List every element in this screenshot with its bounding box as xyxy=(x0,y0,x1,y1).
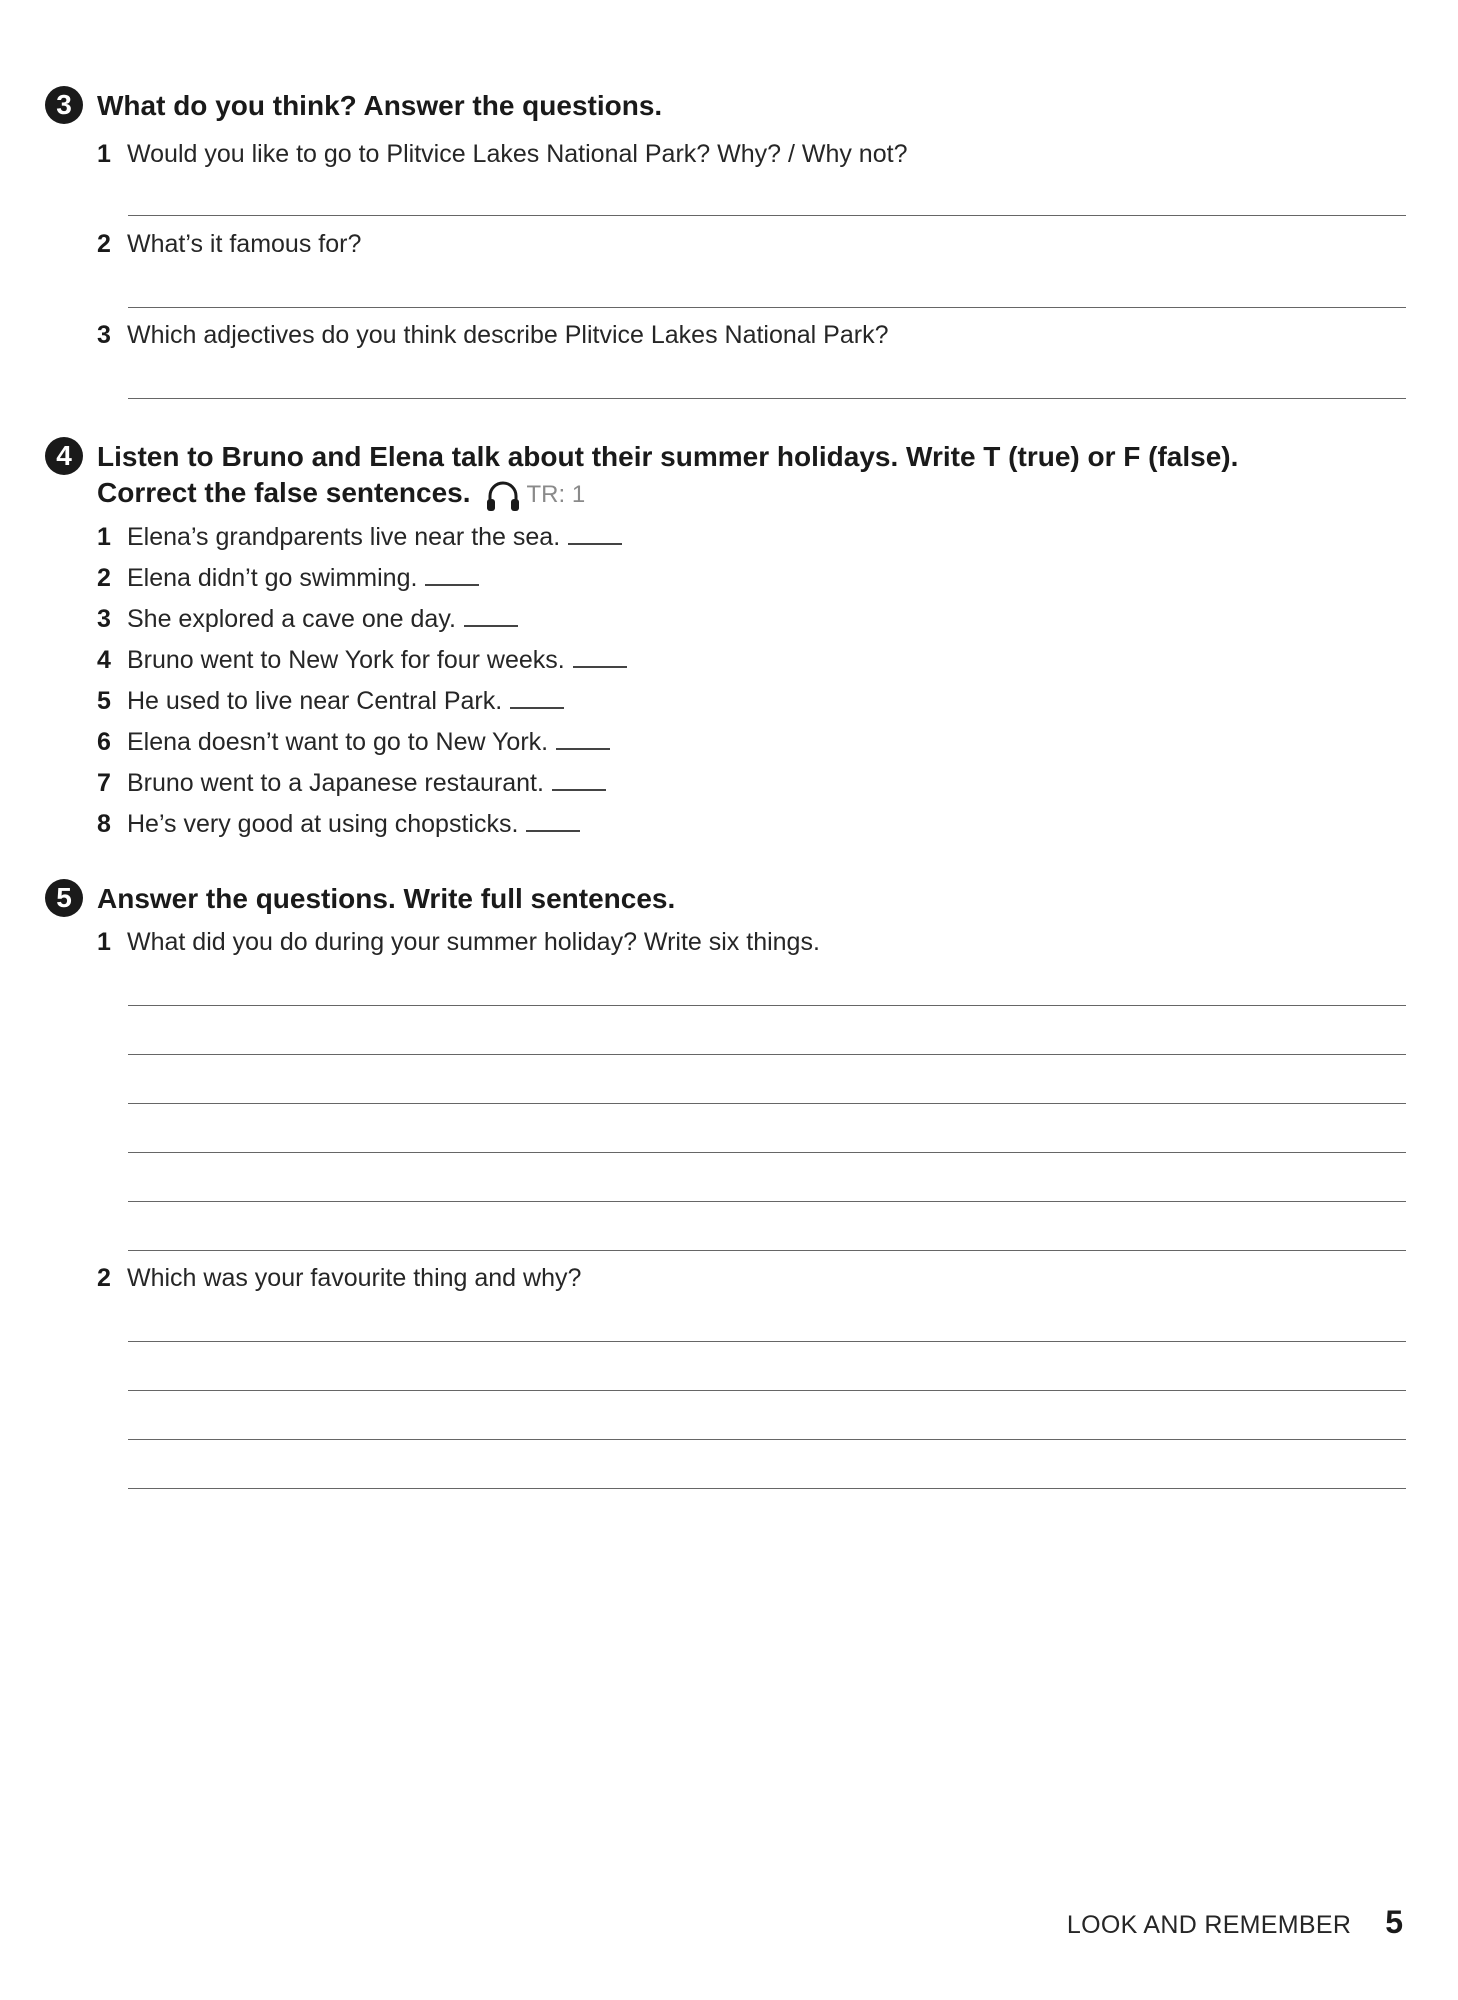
ex5-q1-line-5[interactable] xyxy=(128,1201,1406,1202)
headphones-icon xyxy=(485,478,521,512)
answer-blank[interactable] xyxy=(425,583,479,586)
section-label: LOOK AND REMEMBER xyxy=(1066,1911,1352,1939)
ex5-question-1: 1 What did you do during your summer holiday? Write six things. xyxy=(97,928,820,956)
ex3-answer-line-1[interactable] xyxy=(128,215,1406,216)
ex5-q2-line-3[interactable] xyxy=(128,1439,1406,1440)
ex3-answer-line-3[interactable] xyxy=(128,398,1406,399)
exercise-number-badge: 3 xyxy=(45,86,83,124)
ex5-q1-line-6[interactable] xyxy=(128,1250,1406,1251)
answer-blank[interactable] xyxy=(552,788,606,791)
ex4-item-1: 1 Elena’s grandparents live near the sea. xyxy=(97,521,622,553)
answer-blank[interactable] xyxy=(464,624,518,627)
exercise-3-heading xyxy=(45,88,662,124)
ex5-q1-line-3[interactable] xyxy=(128,1103,1406,1104)
page-number: 5 xyxy=(1385,1904,1403,1940)
page-footer xyxy=(1067,1904,1403,1941)
exercise-5-title: Answer the questions. Write full sentences. xyxy=(97,883,676,914)
ex3-question-3: 3 Which adjectives do you think describe Plitvice Lakes National Park? xyxy=(97,321,889,349)
ex5-q1-line-4[interactable] xyxy=(128,1152,1406,1153)
ex5-q1-line-1[interactable] xyxy=(128,1005,1406,1006)
ex4-item-7: 7 Bruno went to a Japanese restaurant. xyxy=(97,767,606,799)
ex4-item-8: 8 He’s very good at using chopsticks. xyxy=(97,808,580,840)
ex4-item-4: 4 Bruno went to New York for four weeks. xyxy=(97,644,627,676)
ex5-q2-line-4[interactable] xyxy=(128,1488,1406,1489)
ex4-item-5: 5 He used to live near Central Park. xyxy=(97,685,564,717)
ex5-q2-line-2[interactable] xyxy=(128,1390,1406,1391)
exercise-5-heading xyxy=(45,881,675,917)
ex5-q1-line-2[interactable] xyxy=(128,1054,1406,1055)
answer-blank[interactable] xyxy=(510,706,564,709)
ex3-question-1: 1 Would you like to go to Plitvice Lakes National Park? Why? / Why not? xyxy=(97,140,908,168)
exercise-number-badge: 4 xyxy=(45,437,83,475)
track-label: TR: 1 xyxy=(526,480,586,508)
answer-blank[interactable] xyxy=(568,542,622,545)
exercise-4-title-line-2: Correct the false sentences. TR: 1 xyxy=(97,475,1238,513)
ex3-question-2: 2 What’s it famous for? xyxy=(97,230,362,258)
ex5-q2-line-1[interactable] xyxy=(128,1341,1406,1342)
exercise-4-title xyxy=(97,439,1238,513)
ex4-item-2: 2 Elena didn’t go swimming. xyxy=(97,562,479,594)
answer-blank[interactable] xyxy=(573,665,627,668)
exercise-4-heading xyxy=(45,439,1238,513)
ex4-item-6: 6 Elena doesn’t want to go to New York. xyxy=(97,726,610,758)
answer-blank[interactable] xyxy=(556,747,610,750)
ex4-item-3: 3 She explored a cave one day. xyxy=(97,603,518,635)
ex3-answer-line-2[interactable] xyxy=(128,307,1406,308)
ex5-question-2: 2 Which was your favourite thing and why? xyxy=(97,1264,582,1292)
exercise-3-title: What do you think? Answer the questions. xyxy=(97,90,663,121)
exercise-number-badge: 5 xyxy=(45,879,83,917)
exercise-4-title-line-1: Listen to Bruno and Elena talk about their summer holidays. Write T (true) or F (false). xyxy=(97,441,1239,472)
answer-blank[interactable] xyxy=(526,829,580,832)
audio-track[interactable] xyxy=(485,477,586,513)
